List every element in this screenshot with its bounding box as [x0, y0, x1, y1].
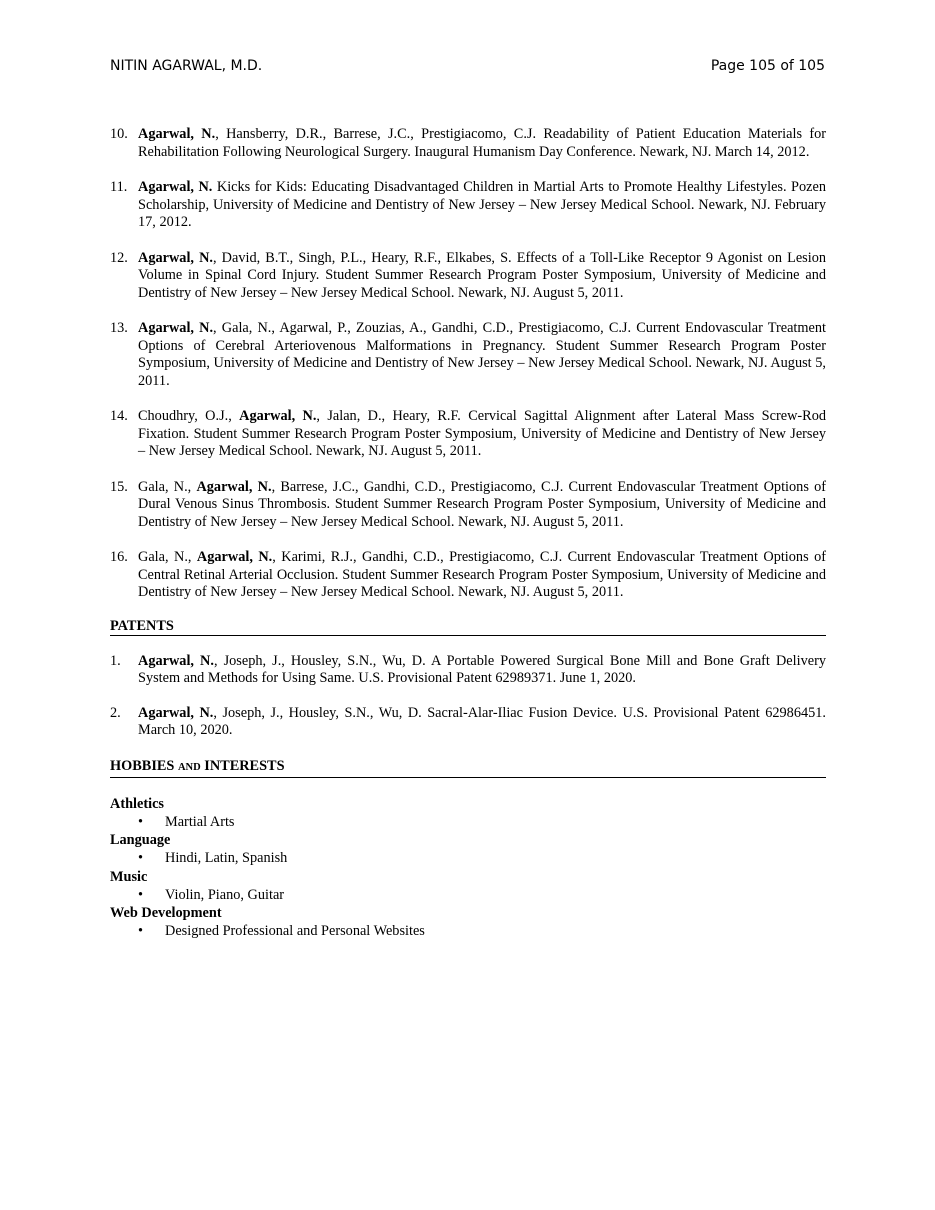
category-list [110, 922, 826, 941]
page-header [110, 56, 825, 76]
patent-entry [110, 653, 826, 688]
entry-text [138, 705, 826, 740]
presentation-entry [110, 179, 826, 232]
highlighted-author: Agarwal, N. [138, 320, 214, 336]
entry-authors-before: Choudhry, O.J., [138, 408, 240, 424]
category-title: Language [110, 832, 171, 848]
bullet-icon: • [138, 813, 144, 830]
presentation-entry [110, 126, 826, 161]
highlighted-author: Agarwal, N. [138, 179, 213, 195]
highlighted-author: Agarwal, N. [138, 704, 214, 721]
entry-authors-before: Gala, N., [138, 478, 197, 495]
entry-number: 2. [110, 704, 121, 721]
list-item-text: Violin, Piano, Guitar [165, 886, 285, 903]
category-title: Music [110, 868, 148, 885]
entry-number: 11. [110, 179, 128, 195]
bullet-icon: • [138, 850, 144, 866]
hobbies-heading-part: INTERESTS [200, 757, 285, 774]
hobbies-heading-part: HOBBIES [110, 757, 178, 774]
entry-number: 13. [110, 320, 128, 336]
entry-citation: , Gala, N., Agarwal, P., Zouzias, A., Gandhi, C.D., Prestigiacomo, C.J. Current Endovascular Treatment Options of Cerebral Arteriovenous Malformations in Pregnancy. Student Summer Research Program Poster Symposium, University of Medicine and Dentistry of New Jersey – New Jersey Medical School. Newark, NJ. August 5, 2011. [138, 320, 826, 389]
list-item [110, 849, 826, 868]
entry-citation: , Jalan, D., Heary, R.F. Cervical Sagittal Alignment after Lateral Mass Screw-Rod Fixation. Student Summer Research Program Poster Symposium, University of Medicine and Dentistry of New Jersey – New Jersey Medical School. Newark, NJ. August 5, 2011. [138, 408, 827, 459]
highlighted-author: Agarwal, N. [138, 652, 214, 669]
highlighted-author: Agarwal, N. [239, 408, 317, 424]
presentation-entry [110, 408, 826, 461]
list-item [110, 813, 826, 832]
entry-text [138, 653, 826, 688]
presentation-entry [110, 479, 826, 532]
hobbies-category [110, 831, 826, 868]
presentation-entry [110, 549, 826, 602]
entry-text [138, 408, 826, 461]
entry-citation: , Karimi, R.J., Gandhi, C.D., Prestigiacomo, C.J. Current Endovascular Treatment Options of Central Retinal Arterial Occlusion. Student Summer Research Program Poster Symposium, University of Medicine and Dentistry of New Jersey – New Jersey Medical School. Newark, NJ. August 5, 2011. [138, 549, 826, 600]
list-item-text: Designed Professional and Personal Websites [165, 923, 425, 939]
entry-text [138, 250, 826, 303]
entry-number: 16. [110, 549, 128, 565]
page-number: Page 105 of 105 [710, 58, 825, 74]
entry-text [138, 126, 826, 161]
hobbies-heading [110, 757, 826, 778]
hobbies-category [110, 904, 826, 941]
hobbies-category [110, 868, 826, 905]
entry-number: 1. [110, 652, 121, 669]
entry-text [138, 320, 826, 390]
list-item-text: Martial Arts [165, 813, 235, 830]
page-body [110, 126, 826, 941]
highlighted-author: Agarwal, N. [196, 478, 272, 495]
hobbies-category [110, 795, 826, 832]
list-item-text: Hindi, Latin, Spanish [165, 850, 288, 866]
list-item [110, 886, 826, 905]
entry-number: 15. [110, 478, 128, 495]
category-list [110, 886, 826, 905]
list-item [110, 922, 826, 941]
highlighted-author: Agarwal, N. [138, 126, 216, 142]
category-list [110, 849, 826, 868]
category-title: Athletics [110, 795, 164, 812]
bullet-icon: • [138, 886, 144, 903]
author-name: NITIN AGARWAL, M.D. [110, 58, 263, 74]
presentation-entry [110, 320, 826, 390]
entry-number: 10. [110, 126, 128, 142]
entry-text [138, 549, 826, 602]
patent-entry [110, 705, 826, 740]
entry-text [138, 179, 826, 232]
highlighted-author: Agarwal, N. [196, 549, 273, 565]
highlighted-author: Agarwal, N. [138, 249, 213, 266]
bullet-icon: • [138, 923, 144, 939]
category-title: Web Development [110, 905, 222, 921]
entry-citation: , Barrese, J.C., Gandhi, C.D., Prestigiacomo, C.J. Current Endovascular Treatment Options of Dural Venous Sinus Thrombosis. Student Summer Research Program Poster Symposium, University of Medicine and Dentistry of New Jersey – New Jersey Medical School. Newark, NJ. August 5, 2011. [138, 478, 826, 530]
entry-number: 12. [110, 249, 128, 266]
category-list [110, 813, 826, 832]
patents-list [110, 653, 826, 740]
presentation-entry [110, 250, 826, 303]
entry-citation: , Joseph, J., Housley, S.N., Wu, D. Sacral-Alar-Iliac Fusion Device. U.S. Provisional Patent 62986451. March 10, 2020. [138, 704, 826, 738]
entry-number: 14. [110, 408, 128, 424]
entry-text [138, 479, 826, 532]
entry-citation: , Hansberry, D.R., Barrese, J.C., Prestigiacomo, C.J. Readability of Patient Education Materials for Rehabilitation Following Neurological Surgery. Inaugural Humanism Day Conference. Newark, NJ. March 14, 2012. [138, 126, 827, 160]
hobbies-heading-smallcaps: AND [177, 761, 201, 773]
entry-citation: Kicks for Kids: Educating Disadvantaged Children in Martial Arts to Promote Healthy Lifestyles. Pozen Scholarship, University of Medicine and Dentistry of New Jersey – New Jersey Medical School. Newark, NJ. February 17, 2012. [138, 179, 827, 230]
presentations-list [110, 126, 826, 602]
patents-heading: PATENTS [110, 617, 826, 636]
entry-authors-before: Gala, N., [138, 549, 197, 565]
entry-citation: , David, B.T., Singh, P.L., Heary, R.F., Elkabes, S. Effects of a Toll-Like Receptor 9 Agonist on Lesion Volume in Spinal Cord Injury. Student Summer Research Program Poster Symposium, University of Medicine and Dentistry of New Jersey – New Jersey Medical School. Newark, NJ. August 5, 2011. [138, 249, 826, 301]
entry-citation: , Joseph, J., Housley, S.N., Wu, D. A Portable Powered Surgical Bone Mill and Bone Graft Delivery System and Methods for Using Same. U.S. Provisional Patent 62989371. June 1, 2020. [138, 652, 826, 686]
